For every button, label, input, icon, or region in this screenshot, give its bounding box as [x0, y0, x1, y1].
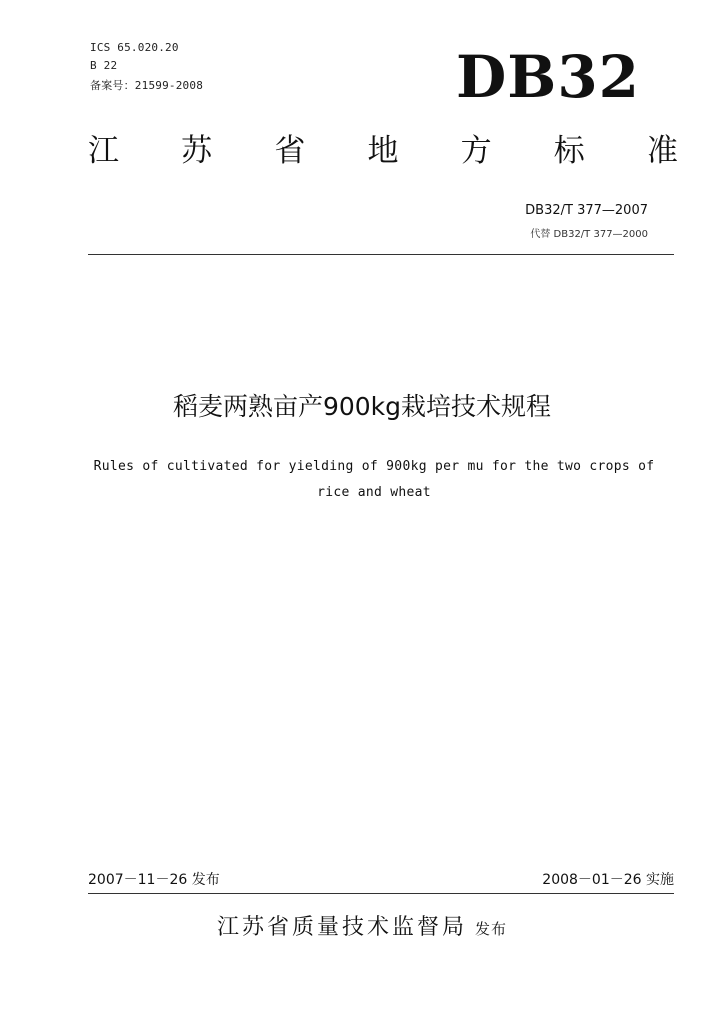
- standard-type-char: 江: [88, 133, 119, 169]
- issuer-line: [0, 910, 724, 941]
- standard-type-char: 苏: [181, 133, 213, 169]
- document-title-en: [76, 454, 672, 506]
- document-title-cn: 稻麦两熟亩产900kg栽培技术规程: [172, 392, 552, 421]
- release-date: 2007－11－26 发布: [88, 872, 220, 888]
- top-divider: [88, 254, 674, 255]
- bottom-divider: [88, 893, 674, 894]
- title-en-line: rice and wheat: [317, 485, 431, 500]
- standard-type-char: 标: [553, 133, 585, 169]
- standard-type-char: 省: [274, 133, 306, 169]
- standard-type-title: [88, 133, 678, 170]
- filing-number: 备案号：21599-2008: [90, 79, 204, 92]
- db-code-logo: DB32: [456, 43, 641, 111]
- issuer-name: 江苏省质量技术监督局: [216, 915, 467, 940]
- ics-code: ICS 65.020.20: [90, 41, 179, 54]
- standard-number: DB32/T 377—2007: [525, 203, 648, 218]
- standard-type-char: 方: [460, 133, 492, 169]
- implementation-date: 2008－01－26 实施: [542, 872, 674, 888]
- standard-type-char: 地: [367, 133, 399, 169]
- title-en-line: Rules of cultivated for yielding of 900kg per mu for the two crops of: [93, 459, 655, 474]
- standard-type-char: 准: [646, 133, 678, 169]
- issuer-action: 发布: [475, 920, 508, 938]
- classification-code: B 22: [90, 59, 118, 72]
- replaces-standard: 代替 DB32/T 377—2000: [530, 229, 648, 240]
